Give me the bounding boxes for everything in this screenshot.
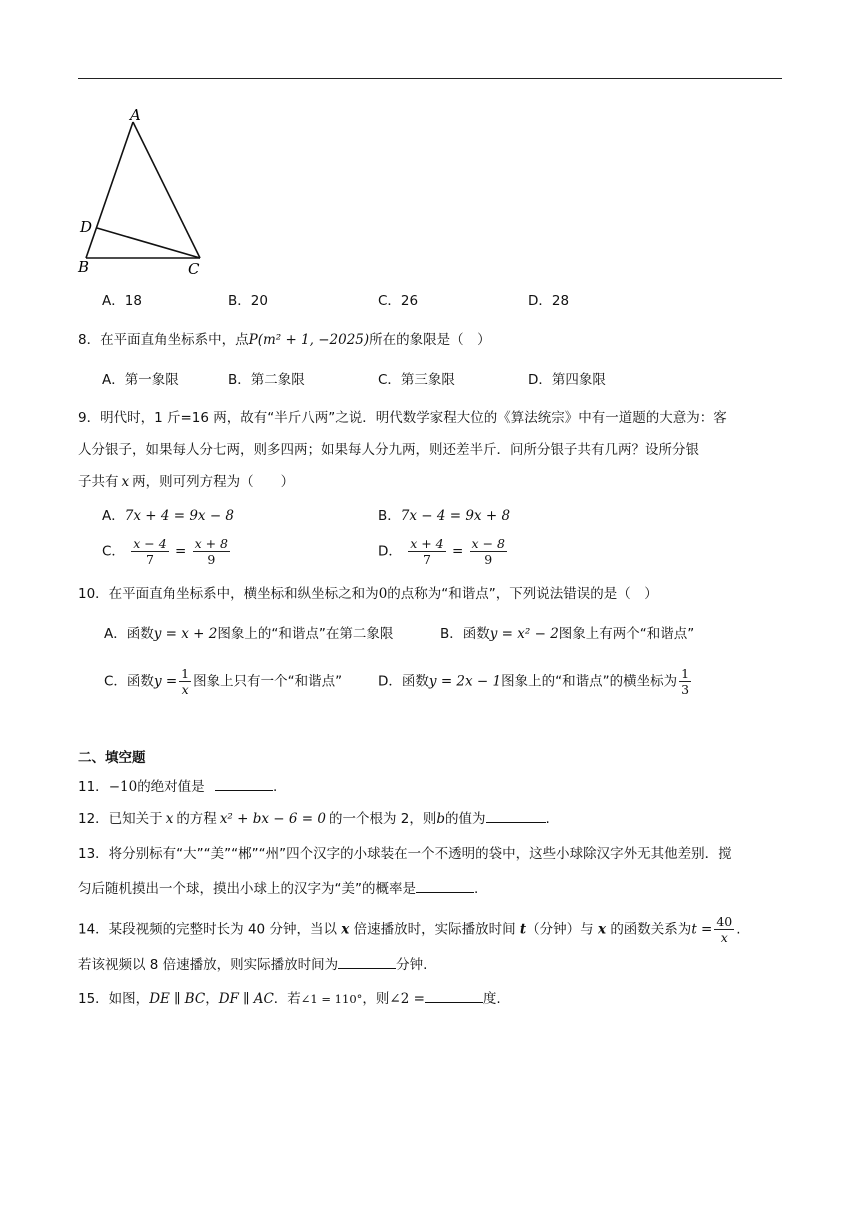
- q10-option-b-pre: B．函数: [440, 626, 490, 642]
- label-d: D: [80, 218, 93, 236]
- q10-stem-zero: 0: [378, 586, 388, 602]
- q10-option-b: [440, 624, 694, 644]
- q15-mid: ．若: [273, 991, 301, 1007]
- q13-line1: 13．将分别标有“大”“美”“郴”“州”四个汉字的小球装在一个不透明的袋中，这些小球除汉字外无其他差别．搅: [78, 846, 732, 862]
- q11-answer-blank[interactable]: [215, 776, 273, 791]
- q9-option-c-frac2: $\frac{x + 8}{9}$: [194, 536, 229, 567]
- q9-option-c: [102, 536, 232, 567]
- q12-mid2: 的一个根为 2，则: [328, 811, 437, 827]
- q15-expr1: DE ∥ BC: [149, 991, 206, 1007]
- q14-var-x1: x: [341, 921, 350, 938]
- q14-line1-end: .: [736, 921, 741, 938]
- q8-option-b: B．第二象限: [228, 372, 305, 388]
- q7-option-d: D．28: [528, 293, 570, 309]
- q14-var-t: t: [519, 921, 527, 938]
- q14-answer-blank[interactable]: [338, 954, 396, 969]
- q12-expr: x² + bx − 6 = 0: [219, 811, 326, 827]
- q8-coords: (m² + 1, −2025): [257, 332, 370, 348]
- q10-option-a: [104, 624, 393, 644]
- q14-frac: $\frac{40}{x}$: [716, 914, 733, 945]
- q9-var-x: x: [121, 474, 130, 490]
- header-rule: [78, 78, 782, 79]
- q11-end: .: [272, 779, 278, 795]
- q14-line2: [78, 954, 427, 975]
- segment-ac: [133, 122, 200, 258]
- q9-line3-a: 子共有: [78, 474, 119, 490]
- q10-option-c-frac: $\frac{1}{x}$: [181, 666, 190, 697]
- q15-mid2: ，则: [362, 991, 390, 1007]
- q14-line1-a: 14．某段视频的完整时长为 40 分钟，当以: [78, 921, 337, 938]
- q15-suffix: 度.: [482, 991, 501, 1007]
- q12: [78, 808, 550, 829]
- q8-option-d: D．第四象限: [528, 372, 606, 388]
- q12-mid3: 的值为: [445, 811, 486, 827]
- q13-line2: [78, 878, 478, 899]
- q15-angle1: ∠1 = 110°: [300, 992, 363, 1006]
- q10-stem: [78, 584, 658, 604]
- q15: [78, 988, 501, 1009]
- q13-line2-text: 匀后随机摸出一个球，摸出小球上的汉字为“美”的概率是: [78, 881, 416, 897]
- q14-line1: [78, 914, 741, 945]
- q7-option-a: A．18: [102, 293, 142, 309]
- q13-end: .: [474, 881, 479, 897]
- q14-t-eq: t =: [691, 921, 713, 938]
- q10-option-d-post: 图象上的“和谐点”的横坐标为: [501, 673, 678, 690]
- q9-option-d-frac1: $\frac{x + 4}{7}$: [410, 536, 444, 567]
- q12-var-x: x: [165, 811, 174, 827]
- q9-option-b-expr: 7x − 4 = 9x + 8: [400, 508, 511, 524]
- q8-stem: [78, 330, 491, 350]
- q14-line2-b: 分钟.: [396, 957, 428, 973]
- q11-suffix: 的绝对值是: [137, 779, 205, 795]
- q9-option-b-label: B．: [378, 508, 401, 524]
- q11: [78, 776, 277, 797]
- q10-option-a-post: 图象上的“和谐点”在第二象限: [217, 626, 394, 642]
- q10-option-a-pre: A．函数: [104, 626, 154, 642]
- q10-option-c-post: 图象上只有一个“和谐点”: [193, 673, 343, 690]
- q10-option-c: [104, 666, 342, 697]
- q9-option-c-frac1: $\frac{x - 4}{7}$: [133, 536, 167, 567]
- q12-answer-blank[interactable]: [486, 808, 546, 823]
- q10-option-d-expr: y = 2x − 1: [428, 673, 502, 690]
- q9-option-a-label: A．: [102, 508, 125, 524]
- q13-answer-blank[interactable]: [416, 878, 474, 893]
- q15-expr2: DF ∥ AC: [218, 991, 274, 1007]
- q8-point: P: [248, 332, 258, 348]
- q10-option-c-y: y =: [153, 673, 178, 690]
- q12-end: .: [545, 811, 550, 827]
- q8-option-c: C．第三象限: [378, 372, 455, 388]
- q7-option-c: C．26: [378, 293, 419, 309]
- label-b: B: [78, 258, 90, 276]
- q10-option-a-expr: y = x + 2: [153, 626, 218, 642]
- q14-line1-d: 的函数关系为: [610, 921, 692, 938]
- q14-line2-a: 若该视频以 8 倍速播放，则实际播放时间为: [78, 957, 339, 973]
- q11-prefix: 11．: [78, 779, 109, 795]
- q9-option-d-frac2: $\frac{x - 8}{9}$: [471, 536, 505, 567]
- label-a: A: [130, 106, 141, 124]
- q10-option-d-frac: $\frac{1}{3}$: [681, 666, 690, 697]
- q12-prefix: 12．已知关于: [78, 811, 163, 827]
- q10-stem-b: 的点称为“和谐点”，下列说法错误的是（ ）: [387, 586, 658, 602]
- q9-option-d-eq: =: [451, 543, 464, 560]
- q9-option-c-eq: =: [174, 543, 187, 560]
- q8-suffix: 所在的象限是（ ）: [369, 332, 491, 348]
- label-c: C: [188, 260, 200, 278]
- q11-expr: −10: [108, 779, 138, 795]
- segment-dc: [97, 228, 200, 258]
- q12-mid: 的方程: [176, 811, 217, 827]
- section-title-fill-in: 二、填空题: [78, 750, 146, 766]
- q15-prefix: 15．如图，: [78, 991, 150, 1007]
- q9-option-b: [378, 506, 510, 526]
- q8-option-a: A．第一象限: [102, 372, 179, 388]
- triangle-figure: [70, 100, 220, 280]
- q10-option-d-pre: D．函数: [378, 673, 429, 690]
- q8-prefix: 8．在平面直角坐标系中，点: [78, 332, 249, 348]
- q9-option-d-label: D．: [378, 543, 402, 560]
- q9-option-c-label: C．: [102, 543, 125, 560]
- q10-option-c-pre: C．函数: [104, 673, 154, 690]
- q9-option-d: [378, 536, 509, 567]
- q10-option-b-expr: y = x² − 2: [489, 626, 559, 642]
- q9-option-a: [102, 506, 234, 526]
- segment-ab: [86, 122, 133, 258]
- q14-var-x2: x: [597, 921, 607, 938]
- q7-option-b: B．20: [228, 293, 268, 309]
- q10-stem-a: 10．在平面直角坐标系中，横坐标和纵坐标之和为: [78, 586, 379, 602]
- q15-sep1: ，: [205, 991, 219, 1007]
- q12-var-b: b: [436, 811, 446, 827]
- q10-option-b-post: 图象上有两个“和谐点”: [558, 626, 695, 642]
- q15-angle2: ∠2 =: [389, 991, 425, 1007]
- q9-option-a-expr: 7x + 4 = 9x − 8: [124, 508, 235, 524]
- q9-line1: 9．明代时，1 斤=16 两，故有“半斤八两”之说．明代数学家程大位的《算法统宗》中有一道题的大意为：客: [78, 410, 727, 426]
- q9-line3: [78, 472, 294, 492]
- q9-line3-b: 两，则可列方程为（ ）: [132, 474, 295, 490]
- q10-option-d: [378, 666, 693, 697]
- q14-line1-b: 倍速播放时，实际播放时间: [353, 921, 516, 938]
- q14-line1-c: （分钟）与: [526, 921, 594, 938]
- q9-line2: 人分银子，如果每人分七两，则多四两；如果每人分九两，则还差半斤．问所分银子共有几两？设所分银: [78, 442, 699, 458]
- q15-answer-blank[interactable]: [425, 988, 483, 1003]
